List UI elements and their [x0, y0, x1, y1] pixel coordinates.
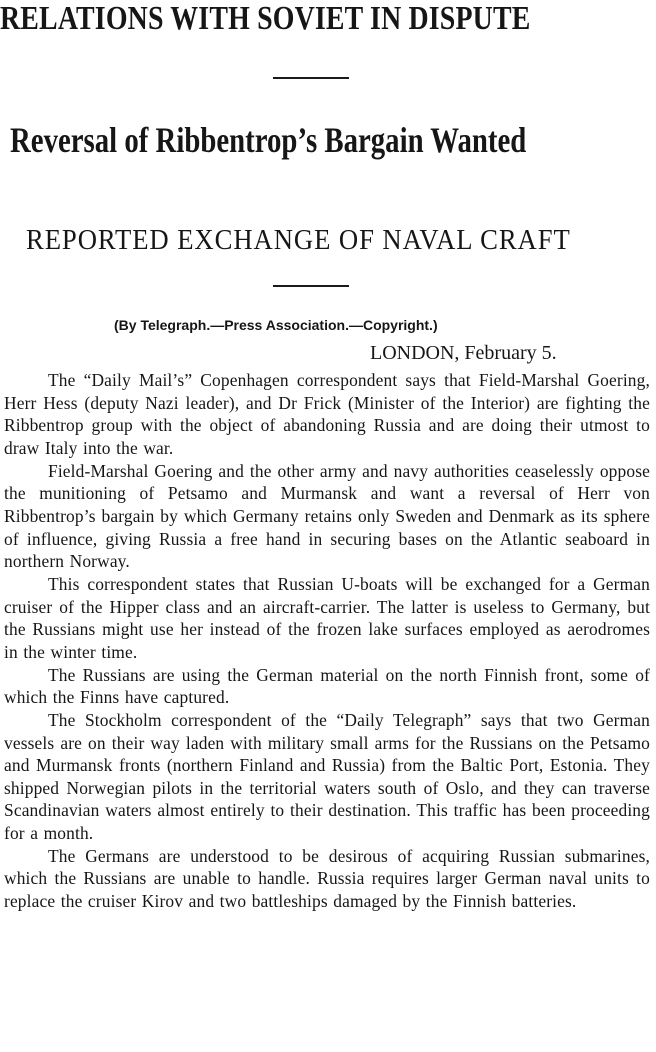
main-headline: RELATIONS WITH SOVIET IN DISPUTE	[0, 0, 531, 37]
paragraph: The “Daily Mail’s” Copenhagen correspondent says that Field-Marshal Goering, Herr Hess (deputy Nazi leader), and Dr Frick (Minister of the Interior) are fighting the Ribbentrop group with the object of abandoning Russia and are doing their utmost to draw Italy into the war.	[4, 370, 650, 458]
sub-headline: Reversal of Ribbentrop’s Bargain Wanted	[10, 120, 527, 160]
paragraph: The Russians are using the German material on the north Finnish front, some of which the Finns have captured.	[4, 664, 650, 708]
paragraph: The Stockholm correspondent of the “Daily Telegraph” says that two German vessels are on their way laden with military small arms for the Russians on the Petsamo and Murmansk fronts (northern Finland and Russia) from the Baltic Port, Estonia. They shipped Norwegian pilots in the territorial waters south of Oslo, and they can traverse Scandinavian waters almost entirely to their destination. This traffic has been proceeding for a month.	[4, 709, 650, 844]
headline-divider	[273, 77, 349, 79]
press-credit: (By Telegraph.—Press Association.—Copyright.)	[114, 317, 438, 333]
deck-divider	[273, 285, 349, 287]
deck-headline: REPORTED EXCHANGE OF NAVAL CRAFT	[26, 224, 571, 256]
paragraph: This correspondent states that Russian U-boats will be exchanged for a German cruiser of the Hipper class and an aircraft-carrier. The latter is useless to Germany, but the Russians might use her instead of the frozen lake surfaces employed as aerodromes in the winter time.	[4, 573, 650, 662]
paragraph: Field-Marshal Goering and the other army and navy authorities ceaselessly oppose the munitioning of Petsamo and Murmansk and want a reversal of Herr von Ribbentrop’s bargain by which Germany retains only Sweden and Denmark as its sphere of influence, giving Russia a free hand in securing bases on the Atlantic seaboard in northern Norway.	[4, 460, 650, 572]
article-body	[4, 369, 650, 913]
dateline: LONDON, February 5.	[370, 342, 557, 364]
paragraph: The Germans are understood to be desirous of acquiring Russian submarines, which the Russians are unable to handle. Russia requires larger German naval units to replace the cruiser Kirov and two battleships damaged by the Finnish batteries.	[4, 845, 650, 912]
